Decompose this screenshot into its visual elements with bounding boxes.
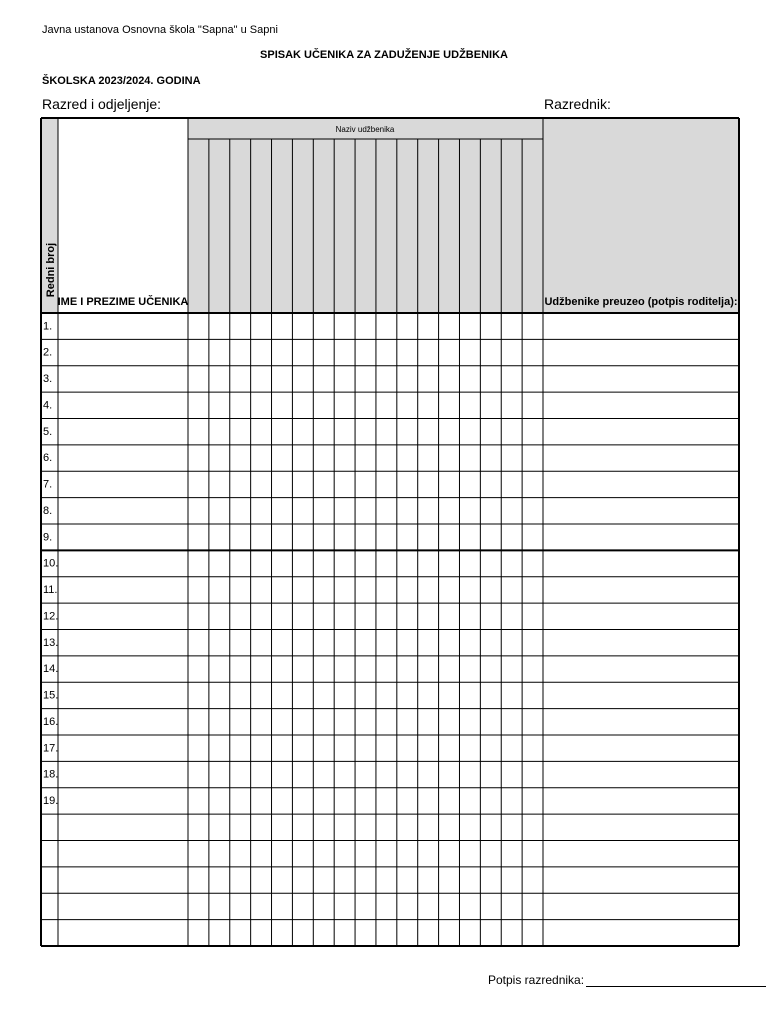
row-number: 19. bbox=[43, 795, 59, 808]
row-number: 6. bbox=[43, 452, 53, 465]
row-number: 4. bbox=[43, 399, 53, 412]
teacher-signature bbox=[488, 973, 766, 987]
row-number: 2. bbox=[43, 346, 53, 359]
col-number-header: Redni broj bbox=[45, 242, 57, 298]
class-label: Razred i odjeljenje: bbox=[42, 96, 162, 112]
row-number: 16. bbox=[43, 715, 59, 728]
row-number: 8. bbox=[43, 504, 53, 517]
school-year: ŠKOLSKA 2023/2024. GODINA bbox=[42, 75, 201, 87]
row-number: 7. bbox=[43, 478, 53, 491]
row-number: 9. bbox=[43, 531, 53, 544]
col-name-header: IME I PREZIME UČENIKA bbox=[57, 296, 189, 308]
row-number: 17. bbox=[43, 742, 59, 755]
col-books-header: Naziv udžbenika bbox=[335, 125, 395, 134]
header-cell-books bbox=[188, 118, 543, 313]
row-number: 18. bbox=[43, 768, 59, 781]
header-cell-signature bbox=[543, 118, 739, 313]
row-number: 3. bbox=[43, 373, 53, 386]
row-number: 14. bbox=[43, 663, 59, 676]
row-number: 1. bbox=[43, 320, 53, 333]
signature-line[interactable] bbox=[586, 974, 766, 987]
document-title: SPISAK UČENIKA ZA ZADUŽENJE UDŽBENIKA bbox=[260, 49, 508, 61]
signature-label: Potpis razrednika: bbox=[488, 973, 585, 987]
row-number: 11. bbox=[43, 584, 58, 597]
row-number: 5. bbox=[43, 425, 53, 438]
header-cell-name bbox=[58, 118, 188, 313]
row-number: 15. bbox=[43, 689, 59, 702]
row-number: 10. bbox=[43, 557, 59, 570]
col-signature-header: Udžbenike preuzeo (potpis roditelja): bbox=[544, 296, 738, 308]
teacher-label: Razrednik: bbox=[544, 96, 611, 112]
row-number: 12. bbox=[43, 610, 59, 623]
institution-name: Javna ustanova Osnovna škola "Sapna" u Sapni bbox=[42, 24, 278, 36]
row-number: 13. bbox=[43, 636, 59, 649]
